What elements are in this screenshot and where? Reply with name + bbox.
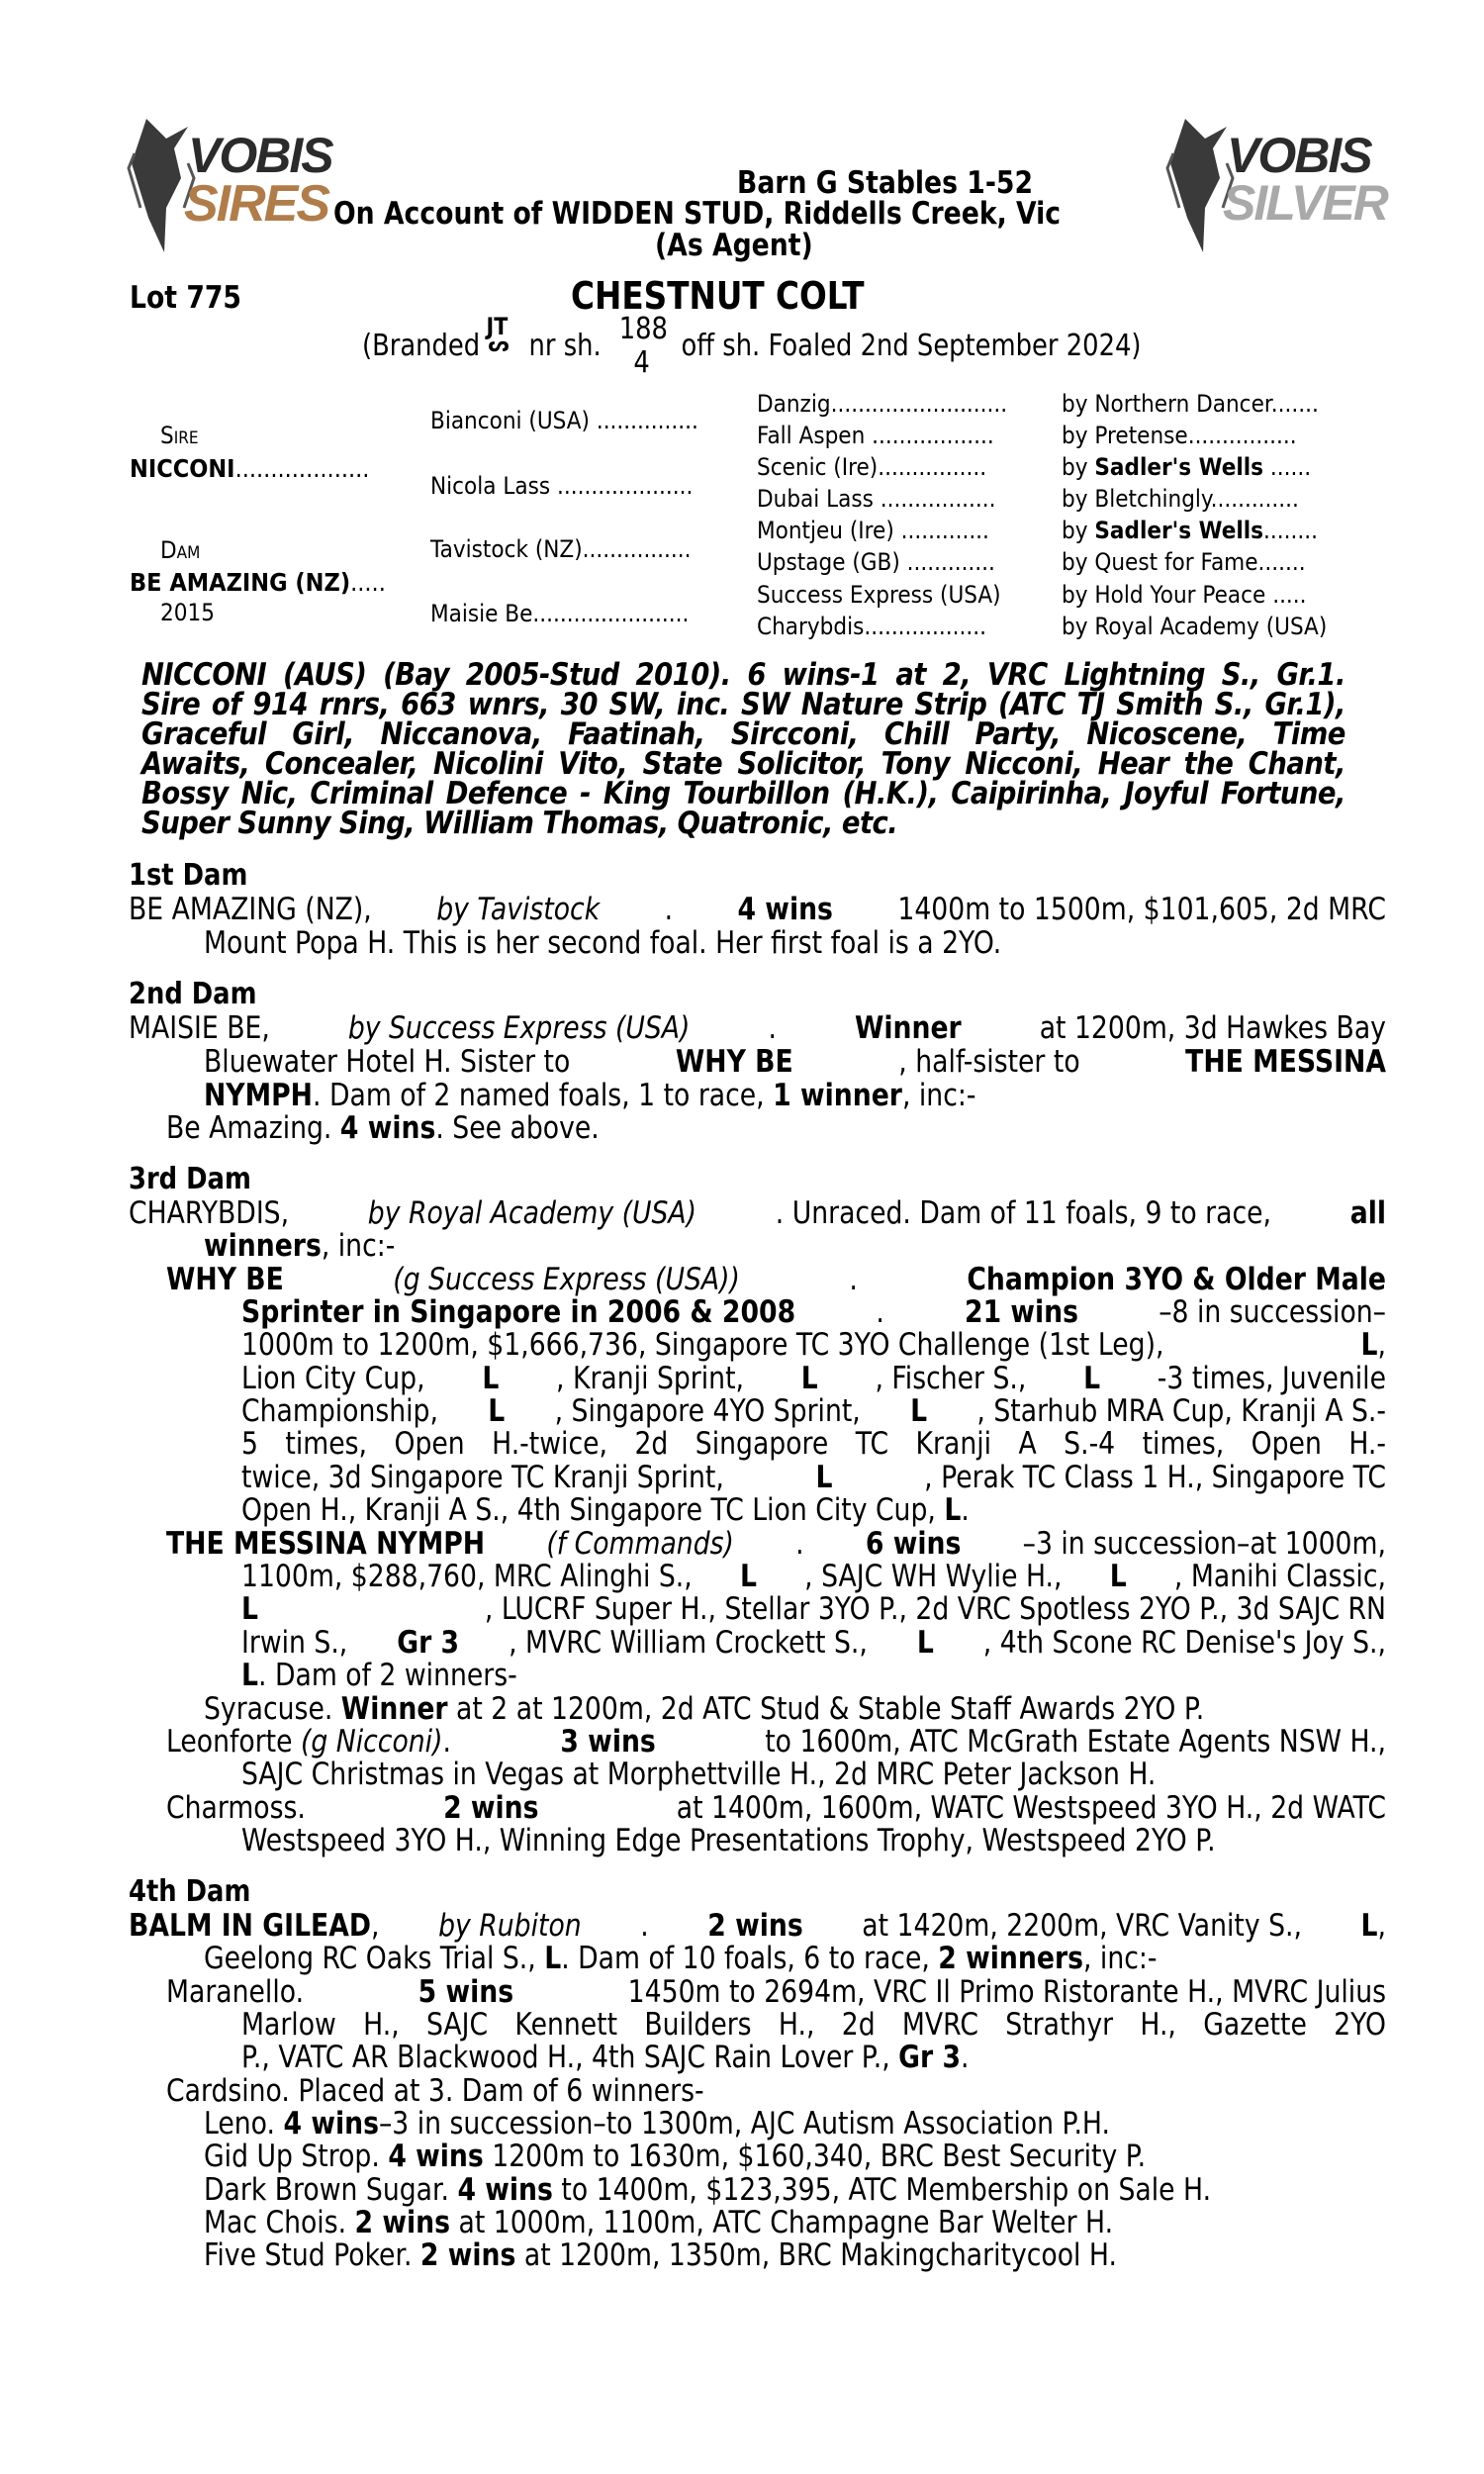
vobis-silver-logo (1165, 109, 1387, 247)
dam-name: BE AMAZING (NZ) (130, 568, 351, 597)
pedigree-g4-row: by Sadler's Wells........ (1062, 517, 1318, 544)
sire-summary (141, 657, 1345, 841)
agent-note: (As Agent) (655, 228, 813, 263)
pedigree-g3-row: Upstage (GB) ............. (757, 548, 995, 576)
second-dam-heading: 2nd Dam (129, 977, 257, 1011)
pedigree-g3-row: Dubai Lass ................. (757, 485, 996, 513)
sire-label: Sire (160, 422, 199, 449)
first-dam-heading: 1st Dam (129, 858, 248, 893)
sire-name-row: NICCONI................... (130, 454, 370, 483)
sire-name: NICCONI (130, 454, 235, 483)
second-dam-line: MAISIE BE, by Success Express (USA) . Winner at 1200m, 3d Hawkes Bay (129, 1010, 1386, 1046)
progeny-syracuse: Syracuse. Winner at 2 at 1200m, 2d ATC Stud & Stable Staff Awards 2YO P. (204, 1691, 1205, 1727)
pedigree-g4-row: by Pretense................ (1062, 422, 1297, 449)
brand-mark-top: JT (486, 313, 509, 340)
pedigree-g4-row: by Royal Academy (USA) (1062, 613, 1328, 640)
third-dam-heading: 3rd Dam (129, 1162, 251, 1196)
sire-summary-line: Graceful Girl, Niccanova, Faatinah, Sircconi, Chill Party, Nicoscene, Time (141, 716, 1345, 752)
barn-location: Barn G Stables 1-52 (737, 165, 1033, 201)
second-dam-line: NYMPH. Dam of 2 named foals, 1 to race, 1 winner, inc:- (204, 1078, 976, 1113)
brand-number-bottom: 4 (633, 345, 650, 380)
fourth-dam-heading: 4th Dam (129, 1874, 251, 1909)
pedigree-g4-row: by Quest for Fame....... (1062, 548, 1306, 576)
third-dam-line: CHARYBDIS, by Royal Academy (USA) . Unraced. Dam of 11 foals, 9 to race, all (129, 1195, 1386, 1231)
brand-mark-bottom: ᔕ (488, 333, 510, 357)
brand-prefix: (Branded (362, 329, 481, 363)
pedigree-g4-row: by Bletchingly............. (1062, 485, 1299, 513)
lot-title: CHESTNUT COLT (571, 274, 865, 318)
logo-vobis-text: VOBIS (188, 128, 332, 183)
pedigree-g3-row: Scenic (Ire)................ (757, 453, 987, 481)
pedigree-g4-row: by Northern Dancer....... (1062, 390, 1319, 418)
list-item: Mac Chois. 2 wins at 1000m, 1100m, ATC Champagne Bar Welter H. (204, 2205, 1114, 2240)
sire-summary-line: NICCONI (AUS) (Bay 2005-Stud 2010). 6 wins-1 at 2, VRC Lightning S., Gr.1. (141, 657, 1345, 693)
brand-middle: nr sh. (528, 329, 602, 363)
pedigree-g3-row: Danzig.......................... (757, 390, 1008, 418)
list-item: Leno. 4 wins–3 in succession–to 1300m, AJC Autism Association P.H. (204, 2106, 1110, 2141)
pedigree-granddam-sire-side: Nicola Lass .................... (430, 472, 694, 500)
sire-summary-line: Sire of 914 rnrs, 663 wnrs, 30 SW, inc. SW Nature Strip (ATC TJ Smith S., Gr.1), (141, 687, 1345, 722)
logo-vobis-text: VOBIS (1227, 128, 1371, 183)
pedigree-g3-row: Fall Aspen .................. (757, 422, 994, 449)
sire-summary-line: Awaits, Concealer, Nicolini Vito, State Solicitor, Tony Nicconi, Hear the Chant, (141, 746, 1345, 782)
dam-name-row: BE AMAZING (NZ)..... (130, 568, 386, 597)
third-dam-line: winners, inc:- (204, 1228, 396, 1264)
fourth-dam-line: BALM IN GILEAD, by Rubiton . 2 wins at 1420m, 2200m, VRC Vanity S., L, (129, 1908, 1386, 1944)
pedigree-grandsire: Bianconi (USA) ............... (430, 407, 698, 434)
first-dam-line: Mount Popa H. This is her second foal. Her first foal is a 2YO. (204, 925, 1002, 961)
vobis-sires-logo (127, 109, 332, 247)
brand-number-top: 188 (618, 312, 668, 346)
logo-silver-text: SILVER (1223, 175, 1387, 231)
brand-suffix: off sh. Foaled 2nd September 2024) (681, 329, 1142, 363)
pedigree-g3-row: Success Express (USA) (757, 581, 1001, 609)
pedigree-g3-row: Montjeu (Ire) ............. (757, 517, 989, 544)
second-dam-progeny: Be Amazing. 4 wins. See above. (166, 1110, 600, 1146)
dam-label: Dam (160, 536, 201, 564)
second-dam-line: Bluewater Hotel H. Sister to WHY BE , half-sister to THE MESSINA (204, 1044, 1386, 1080)
pedigree-g4-row: by Sadler's Wells ...... (1062, 453, 1312, 481)
pedigree-granddam: Maisie Be....................... (430, 600, 690, 627)
progeny-cardsino: Cardsino. Placed at 3. Dam of 6 winners- (166, 2073, 704, 2109)
sire-summary-line: Bossy Nic, Criminal Defence - King Tourbillon (H.K.), Caipirinha, Joyful Fortune, (141, 776, 1345, 811)
lot-number: Lot 775 (130, 280, 241, 316)
list-item: Five Stud Poker. 2 wins at 1200m, 1350m, BRC Makingcharitycool H. (204, 2237, 1117, 2273)
list-item: Gid Up Strop. 4 wins 1200m to 1630m, $160,340, BRC Best Security P. (204, 2139, 1147, 2174)
list-item: Dark Brown Sugar. 4 wins to 1400m, $123,395, ATC Membership on Sale H. (204, 2172, 1212, 2208)
dam-year: 2015 (160, 599, 215, 626)
fourth-dam-line: Geelong RC Oaks Trial S., L. Dam of 10 foals, 6 to race, 2 winners, inc:- (204, 1941, 1158, 1976)
pedigree-grandsire-dam-side: Tavistock (NZ)................ (430, 535, 692, 563)
pedigree-g3-row: Charybdis.................. (757, 613, 986, 640)
first-dam-line: BE AMAZING (NZ), by Tavistock . 4 wins 1400m to 1500m, $101,605, 2d MRC (129, 892, 1386, 927)
pedigree-g4-row: by Hold Your Peace ..... (1062, 581, 1307, 609)
sire-summary-line: Super Sunny Sing, William Thomas, Quatronic, etc. (141, 806, 898, 841)
vendor-account: On Account of WIDDEN STUD, Riddells Creek, Vic (333, 196, 1062, 232)
logo-sires-text: SIRES (184, 175, 329, 233)
